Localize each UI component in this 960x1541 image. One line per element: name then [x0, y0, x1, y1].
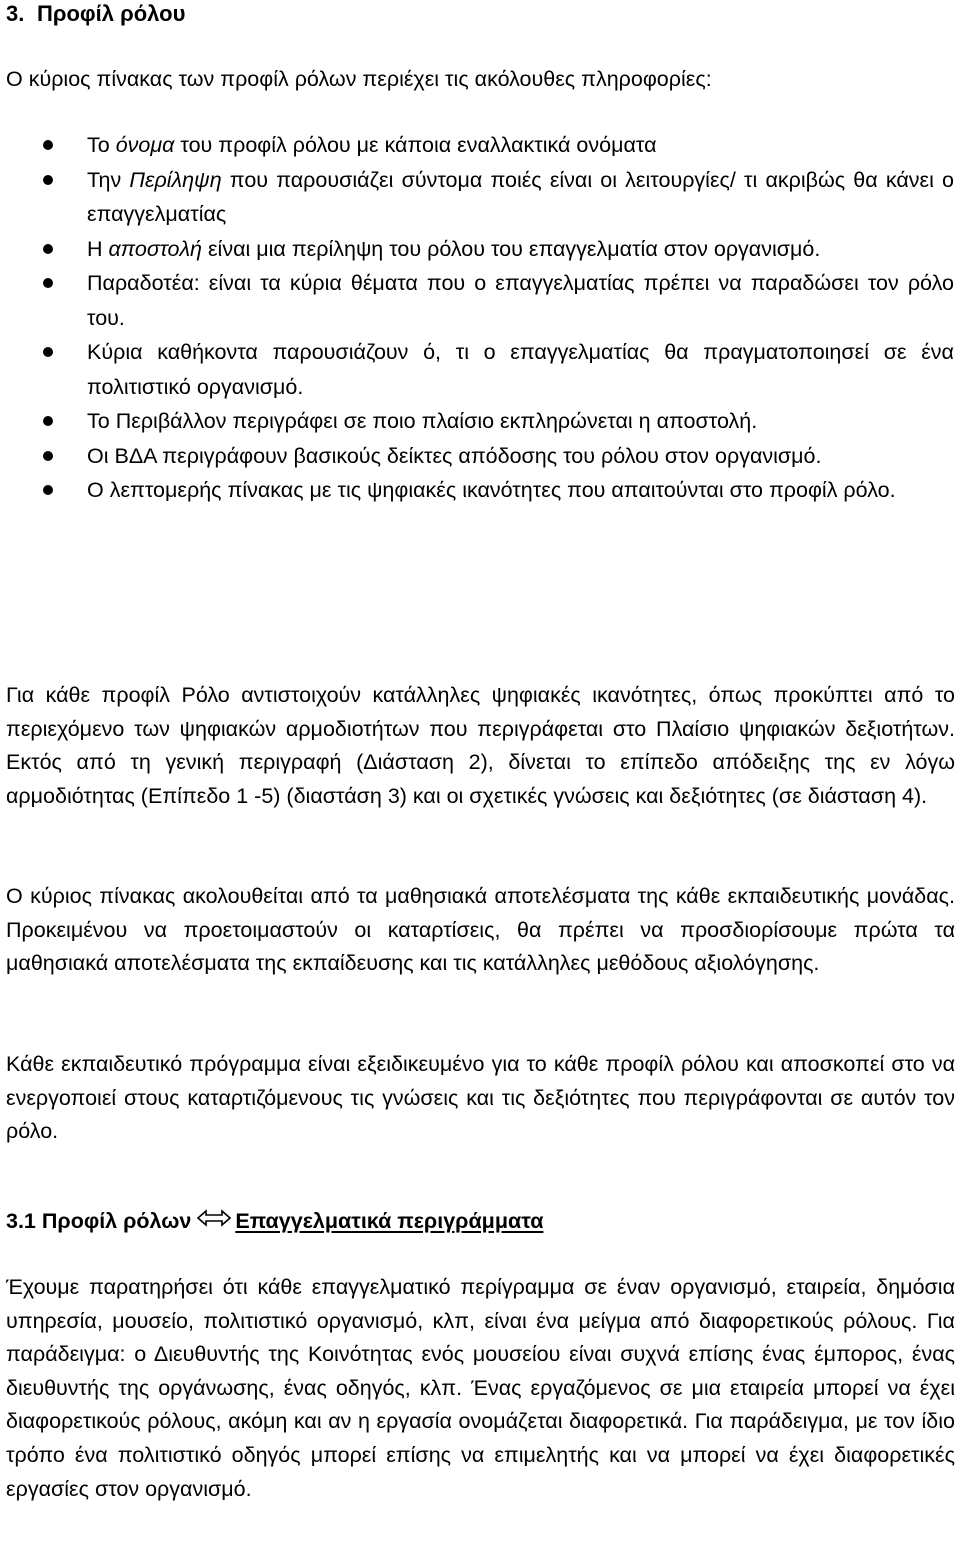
bullet-icon	[43, 244, 53, 254]
bullet-text: Ο λεπτομερής πίνακας με τις ψηφιακές ικανότητες που απαιτούνται στο προφίλ ρόλο.	[87, 478, 896, 502]
intro-text: Ο κύριος πίνακας των προφίλ ρόλων περιέχει τις ακόλουθες πληροφορίες:	[6, 67, 712, 91]
bullet-em: Περίληψη	[129, 167, 222, 192]
list-item	[0, 335, 960, 404]
list-item	[0, 404, 960, 439]
bullet-post: που παρουσιάζει σύντομα ποιές είναι οι λειτουργίες/ τι ακριβώς θα κάνει ο επαγγελματίας	[87, 167, 954, 226]
bullet-em: αποστολή	[108, 236, 202, 261]
bullet-icon	[43, 347, 53, 357]
list-item	[0, 266, 960, 335]
list-item	[0, 163, 960, 232]
list-item	[0, 473, 960, 508]
bullet-text: Το Περιβάλλον περιγράφει σε ποιο πλαίσιο εκπληρώνεται η αποστολή.	[87, 409, 758, 433]
bullet-icon	[43, 485, 53, 495]
bullet-pre: Το	[87, 133, 116, 157]
list-item	[0, 439, 960, 474]
paragraph-competences: Για κάθε προφίλ Ρόλο αντιστοιχούν κατάλληλες ψηφιακές ικανότητες, όπως προκύπτει από το περιεχόμενο των ψηφιακών αρμοδιοτήτων που περιγράφεται στο Πλαίσιο ψηφιακών δεξιοτήτων. Εκτός από τη γενική περιγραφή (Διάσταση 2), δίνεται το επίπεδο απόδειξης της εν λόγω αρμοδιότητας (Επίπεδο 1 -5) (διαστάση 3) και οι σχετικές γνώσεις και δεξιότητες (σε διάσταση 4).	[6, 683, 955, 808]
bullet-text: Παραδοτέα: είναι τα κύρια θέματα που ο επαγγελματίας πρέπει να παραδώσει τον ρόλο του.	[87, 271, 954, 330]
list-item	[0, 128, 960, 163]
paragraph-training-program: Κάθε εκπαιδευτικό πρόγραμμα είναι εξειδικευμένο για το κάθε προφίλ ρόλου και αποσκοπεί στο να ενεργοποιεί στους καταρτιζόμενους τις γνώσεις και τις δεξιότητες που περιγράφονται σε αυτόν τον ρόλο.	[6, 1052, 955, 1144]
bullet-text: Κύρια καθήκοντα παρουσιάζουν ό, τι ο επαγγελματίας θα πραγματοποιησεί σε ένα πολιτιστικό οργανισμό.	[87, 340, 954, 399]
bullet-post: του προφίλ ρόλου με κάποια εναλλακτικά ονόματα	[174, 133, 657, 157]
bullet-icon	[43, 175, 53, 185]
bullet-icon	[43, 140, 53, 150]
section-title: Προφίλ ρόλου	[37, 1, 186, 26]
bullet-text: Οι ΒΔΑ περιγράφουν βασικούς δείκτες απόδοσης του ρόλου στον οργανισμό.	[87, 443, 822, 468]
bullet-list	[0, 128, 960, 508]
bullet-post: είναι μια περίληψη του ρόλου του επαγγελματία στον οργανισμό.	[202, 236, 821, 261]
bullet-pre: Την	[87, 167, 130, 192]
subsection-subtitle: Επαγγελματικά περιγράμματα	[235, 1209, 544, 1233]
section-heading	[6, 0, 185, 28]
paragraph-professional-profiles: Έχουμε παρατηρήσει ότι κάθε επαγγελματικό περίγραμμα σε έναν οργανισμό, εταιρεία, δημόσια υπηρεσία, μουσείο, πολιτιστικό οργανισμό, κλπ, είναι ένα μείγμα από διαφορετικούς ρόλους. Για παράδειγμα: ο Διευθυντής της Κοινότητας ενός μουσείου είναι συχνά επίσης ένας έμπορος, ένας διευθυντής της οργάνωσης, ένας οδηγός, κλπ. Ένας εργαζόμενος σε μια εταιρεία μπορεί να έχει διαφορετικούς ρόλους, ακόμη και αν η εργασία ονομάζεται διαφορετικά. Για παράδειγμα, με τον ίδιο τρόπο ένα πολιτιστικό οδηγός μπορεί επίσης να επιμελητής και να μπορεί να έχει διαφορετικές εργασίες στον οργανισμό.	[6, 1275, 955, 1501]
subsection-title: 3.1 Προφίλ ρόλων	[6, 1209, 192, 1233]
list-item	[0, 232, 960, 267]
bullet-icon	[43, 451, 53, 461]
bullet-icon	[43, 278, 53, 288]
subsection-heading	[6, 1205, 543, 1238]
bullet-pre: Η	[87, 236, 109, 261]
left-right-arrow-icon	[197, 1204, 231, 1236]
paragraph-learning-outcomes: Ο κύριος πίνακας ακολουθείται από τα μαθησιακά αποτελέσματα της κάθε εκπαιδευτικής μονάδας. Προκειμένου να προετοιμαστούν οι καταρτίσεις, θα πρέπει να προσδιορίσουμε πρώτα τα μαθησιακά αποτελέσματα της εκπαίδευσης και τις κατάλληλες μεθόδους αξιολόγησης.	[6, 884, 955, 976]
bullet-em: όνομα	[115, 133, 175, 157]
section-number: 3.	[6, 1, 25, 26]
bullet-icon	[43, 416, 53, 426]
